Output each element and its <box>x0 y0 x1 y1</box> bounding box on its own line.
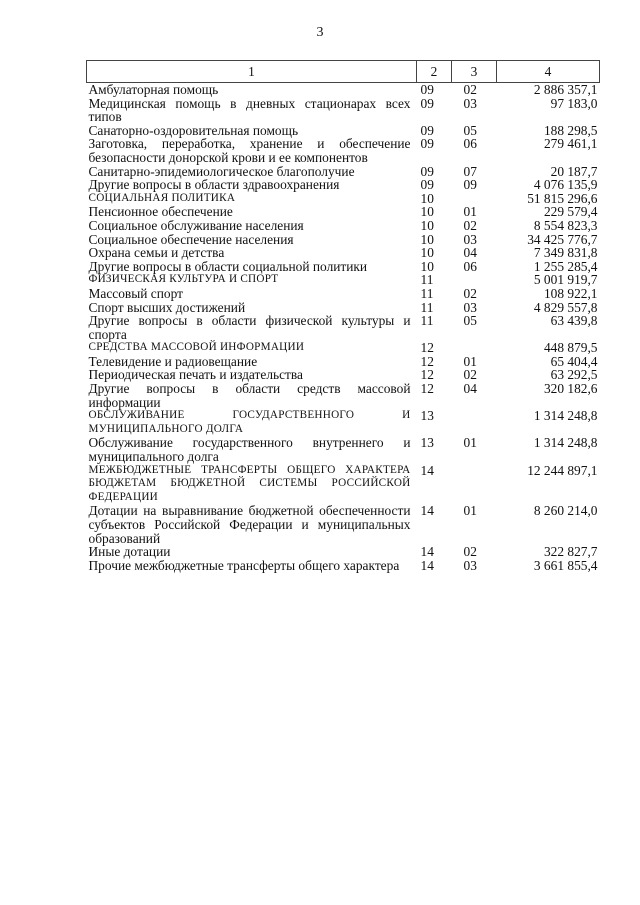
table-row <box>87 124 600 138</box>
row-section-code-cell: 14 <box>420 557 434 573</box>
table-row <box>87 178 600 192</box>
row-section-code-cell: 10 <box>420 258 434 274</box>
row-amount-cell: 1 314 248,8 <box>533 435 598 451</box>
table-row <box>87 246 600 260</box>
row-subsection-code-cell: 03 <box>463 299 477 315</box>
row-subsection-code-cell: 06 <box>463 258 477 274</box>
table-header-row <box>87 61 600 83</box>
row-name-cell: Периодическая печать и издательства <box>88 367 303 383</box>
row-amount-cell: 8 554 823,3 <box>533 217 598 233</box>
row-name-cell: Другие вопросы в области здравоохранения <box>88 177 340 193</box>
row-name-cell: СРЕДСТВА МАССОВОЙ ИНФОРМАЦИИ <box>88 341 305 354</box>
row-section-code-cell: 12 <box>420 353 434 369</box>
column-header-subsection: 3 <box>452 61 497 83</box>
row-section-code-cell: 11 <box>420 272 434 288</box>
row-amount-cell: 63 439,8 <box>550 313 598 329</box>
row-section-code-cell: 13 <box>420 435 434 451</box>
row-name-cell: Телевидение и радиовещание <box>88 353 258 369</box>
row-subsection-code-cell <box>452 273 497 287</box>
column-header-section: 2 <box>417 61 452 83</box>
row-amount-cell: 4 076 135,9 <box>533 177 598 193</box>
row-name-cell: Заготовка, переработка, хранение и обеспечение безопасности донорской крови и ее компонентов <box>88 136 411 165</box>
table-row <box>87 504 600 545</box>
row-name-cell: МЕЖБЮДЖЕТНЫЕ ТРАНСФЕРТЫ ОБЩЕГО ХАРАКТЕРА БЮДЖЕТАМ БЮДЖЕТНОЙ СИСТЕМЫ РОССИЙСКОЙ ФЕДЕРАЦИИ <box>88 463 411 503</box>
row-section-code-cell: 11 <box>420 313 434 329</box>
row-subsection-code-cell: 02 <box>463 367 477 383</box>
row-subsection-code-cell: 01 <box>463 503 477 519</box>
table-row <box>87 314 600 341</box>
table-row <box>87 137 600 164</box>
section-row <box>87 409 600 436</box>
row-name-cell: Спорт высших достижений <box>88 299 246 315</box>
table-row <box>87 355 600 369</box>
row-amount-cell: 279 461,1 <box>543 136 598 152</box>
column-header-name: 1 <box>87 61 417 83</box>
row-section-code-cell: 14 <box>420 462 434 478</box>
row-subsection-code-cell <box>452 409 497 436</box>
table-row <box>87 205 600 219</box>
row-subsection-code-cell: 01 <box>463 204 477 220</box>
row-amount-cell: 34 425 776,7 <box>527 231 598 247</box>
row-subsection-code-cell: 03 <box>463 95 477 111</box>
row-amount-cell: 97 183,0 <box>550 95 598 111</box>
row-section-code-cell: 09 <box>420 82 434 97</box>
row-subsection-code-cell: 05 <box>463 313 477 329</box>
table-row <box>87 233 600 247</box>
row-subsection-code-cell: 09 <box>463 177 477 193</box>
row-subsection-code-cell: 01 <box>463 353 477 369</box>
row-section-code-cell: 12 <box>420 367 434 383</box>
table-row <box>87 545 600 559</box>
table-row <box>87 382 600 409</box>
row-amount-cell: 2 886 357,1 <box>533 82 598 97</box>
row-name-cell: Другие вопросы в области физической культуры и спорта <box>88 313 411 342</box>
row-amount-cell: 8 260 214,0 <box>533 503 598 519</box>
row-name-cell: Дотации на выравнивание бюджетной обеспеченности субъектов Российской Федерации и муниципальных образований <box>88 503 411 546</box>
row-name-cell: Массовый спорт <box>88 285 183 301</box>
row-section-code-cell: 10 <box>420 231 434 247</box>
row-name-cell: Санаторно-оздоровительная помощь <box>88 122 299 138</box>
row-section-code-cell: 09 <box>420 163 434 179</box>
row-name-cell: СОЦИАЛЬНАЯ ПОЛИТИКА <box>88 191 236 204</box>
row-subsection-code-cell: 02 <box>463 285 477 301</box>
row-subsection-code-cell <box>452 464 497 505</box>
row-section-code-cell: 09 <box>420 95 434 111</box>
row-amount-cell: 229 579,4 <box>543 204 598 220</box>
row-subsection-code-cell: 02 <box>463 82 477 97</box>
row-amount-cell: 4 829 557,8 <box>533 299 598 315</box>
row-subsection-code-cell <box>452 192 497 206</box>
row-name-cell: Социальное обслуживание населения <box>88 217 304 233</box>
row-subsection-code-cell: 03 <box>463 231 477 247</box>
row-section-code-cell: 10 <box>420 217 434 233</box>
table-row <box>87 165 600 179</box>
row-amount-cell: 1 314 248,8 <box>533 408 598 424</box>
row-section-code-cell: 10 <box>420 245 434 261</box>
row-subsection-code-cell: 01 <box>463 435 477 451</box>
column-header-amount: 4 <box>497 61 600 83</box>
row-amount-cell: 20 187,7 <box>550 163 598 179</box>
row-subsection-code-cell: 02 <box>463 544 477 560</box>
row-section-code-cell: 11 <box>420 299 434 315</box>
table-row <box>87 219 600 233</box>
table-row <box>87 368 600 382</box>
row-section-code-cell: 12 <box>420 381 434 397</box>
row-amount-cell: 65 404,4 <box>550 353 598 369</box>
row-section-code-cell: 14 <box>420 503 434 519</box>
table-row <box>87 83 600 97</box>
row-subsection-code-cell: 04 <box>463 381 477 397</box>
budget-table <box>86 60 600 572</box>
row-amount-cell: 12 244 897,1 <box>527 462 598 478</box>
row-amount-cell: 320 182,6 <box>543 381 598 397</box>
row-amount-cell: 1 255 285,4 <box>533 258 598 274</box>
table-row <box>87 287 600 301</box>
table-row <box>87 559 600 573</box>
row-amount-cell: 108 922,1 <box>543 285 598 301</box>
row-name-cell: Пенсионное обеспечение <box>88 204 233 220</box>
row-subsection-code-cell: 03 <box>463 557 477 573</box>
row-section-code-cell: 13 <box>420 408 434 424</box>
row-name-cell: Другие вопросы в области средств массовой информации <box>88 381 411 410</box>
row-subsection-code-cell: 07 <box>463 163 477 179</box>
row-name-cell: Санитарно-эпидемиологическое благополучие <box>88 163 355 179</box>
row-name-cell: Прочие межбюджетные трансферты общего характера <box>88 557 400 573</box>
section-row <box>87 464 600 505</box>
page-number: 3 <box>316 25 324 40</box>
row-subsection-code-cell: 06 <box>463 136 477 152</box>
row-section-code-cell: 10 <box>420 204 434 220</box>
row-subsection-code-cell: 04 <box>463 245 477 261</box>
row-name-cell: Обслуживание государственного внутреннего и муниципального долга <box>88 435 411 465</box>
row-amount-cell: 51 815 296,6 <box>527 190 598 206</box>
row-section-code-cell: 12 <box>420 340 434 356</box>
row-amount-cell: 322 827,7 <box>543 544 598 560</box>
row-amount-cell: 188 298,5 <box>543 122 598 138</box>
row-subsection-code-cell: 05 <box>463 122 477 138</box>
row-name-cell: Другие вопросы в области социальной политики <box>88 258 368 274</box>
section-row <box>87 192 600 206</box>
row-subsection-code-cell <box>452 341 497 355</box>
row-name-cell: ОБСЛУЖИВАНИЕ ГОСУДАРСТВЕННОГО И МУНИЦИПАЛЬНОГО ДОЛГА <box>88 409 411 435</box>
table-body <box>87 83 600 573</box>
row-amount-cell: 63 292,5 <box>550 367 598 383</box>
row-name-cell: Иные дотации <box>88 544 171 560</box>
row-name-cell: Социальное обеспечение населения <box>88 231 294 247</box>
row-amount-cell: 7 349 831,8 <box>533 245 598 261</box>
table-row <box>87 97 600 124</box>
table-row <box>87 260 600 274</box>
row-section-code-cell: 09 <box>420 136 434 152</box>
row-section-code-cell: 09 <box>420 122 434 138</box>
table-row <box>87 301 600 315</box>
row-subsection-code-cell: 02 <box>463 217 477 233</box>
row-amount-cell: 448 879,5 <box>543 340 598 356</box>
section-row <box>87 273 600 287</box>
row-section-code-cell: 14 <box>420 544 434 560</box>
table-row <box>87 436 600 463</box>
section-row <box>87 341 600 355</box>
row-section-code-cell: 09 <box>420 177 434 193</box>
row-amount-cell: 5 001 919,7 <box>533 272 598 288</box>
row-name-cell: Медицинская помощь в дневных стационарах всех типов <box>88 95 411 125</box>
row-name-cell: Охрана семьи и детства <box>88 245 225 261</box>
row-section-code-cell: 10 <box>420 190 434 206</box>
row-name-cell: Амбулаторная помощь <box>88 82 219 97</box>
row-name-cell: ФИЗИЧЕСКАЯ КУЛЬТУРА И СПОРТ <box>88 273 279 286</box>
row-amount-cell: 3 661 855,4 <box>533 557 598 573</box>
row-section-code-cell: 11 <box>420 285 434 301</box>
